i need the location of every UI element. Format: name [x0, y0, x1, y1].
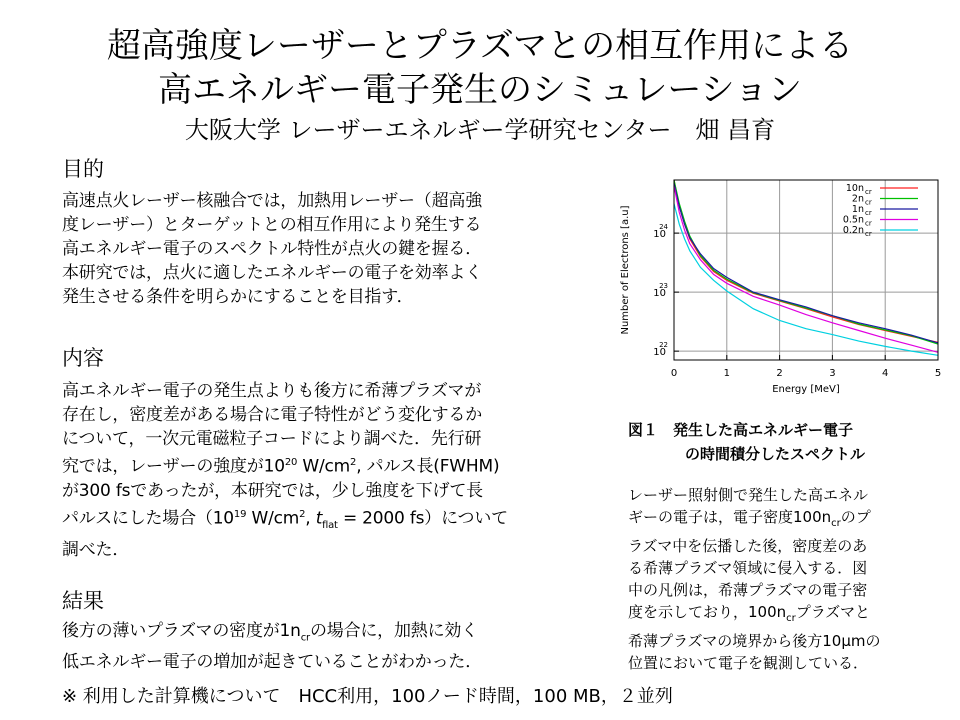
electron-spectrum-chart	[612, 168, 952, 408]
content-line: が300 fsであったが，本研究では，少し強度を下げて長	[62, 480, 483, 501]
figure-desc-line: 希薄プラズマの境界から後方10μmの	[628, 632, 881, 650]
computer-usage-footnote: ※ 利用した計算機について HCC利用，100ノード時間，100 MB，２並列	[62, 686, 673, 707]
slide-title-line1: 超高強度レーザーとプラズマとの相互作用による	[106, 26, 854, 66]
figure-description	[628, 484, 940, 674]
figure-desc-line: る希薄プラズマ領域に侵入する．図	[628, 559, 868, 577]
content-line: 調べた．	[62, 539, 130, 560]
y-axis-label: Number of Electrons [a.u]	[620, 205, 631, 335]
content-line: 高エネルギー電子の発生点よりも後方に希薄プラズマが	[62, 381, 482, 401]
legend-label: 10n	[845, 183, 864, 194]
purpose-line: 高エネルギー電子のスペクトル特性が点火の鍵を握る．	[62, 239, 482, 259]
purpose-line: 高速点火レーザー核融合では，加熱用レーザー（超高強	[62, 191, 482, 211]
content-line: について，一次元電磁粒子コードにより調べた．先行研	[62, 429, 482, 449]
figure-desc-line: ギーの電子は，電子密度$100n_{cr}$のプ	[628, 508, 871, 529]
legend-label: 1n	[851, 204, 864, 215]
content-line: 存在し，密度差がある場合に電子特性がどう変化するか	[62, 405, 482, 425]
legend-label-subscript: cr	[865, 188, 872, 196]
figure-caption-line: 図１ 発生した高エネルギー電子	[628, 421, 854, 439]
author-affiliation: 大阪大学 レーザーエネルギー学研究センター 畑 昌育	[184, 116, 776, 144]
figure-desc-line: レーザー照射側で発生した高エネル	[628, 486, 869, 504]
series-line-0	[674, 180, 938, 342]
legend-label: 0.5n	[842, 214, 864, 226]
content-line: パルスにした場合（$10^{19}$ $W/cm^2$, $t_{flat} = 2000$ fs）について	[62, 508, 508, 531]
y-tick-label: 10	[653, 229, 666, 241]
purpose-line: 発生させる条件を明らかにすることを目指す．	[62, 287, 414, 307]
purpose-heading: 目的	[62, 157, 104, 181]
figure-desc-line: 位置において電子を観測している．	[628, 654, 869, 672]
x-axis-label: Energy [MeV]	[772, 384, 840, 395]
legend-label: 2n	[851, 193, 864, 205]
series-line-2	[674, 183, 938, 343]
y-tick-exponent: 22	[659, 341, 668, 350]
x-tick-label: 5	[934, 368, 942, 379]
x-tick-label: 2	[776, 368, 783, 379]
result-text	[62, 619, 602, 674]
result-line: 低エネルギー電子の増加が起きていることがわかった．	[62, 652, 482, 673]
content-heading: 内容	[62, 346, 104, 370]
y-tick-label: 10	[653, 347, 666, 359]
y-tick-exponent: 23	[659, 282, 668, 291]
x-tick-label: 4	[882, 368, 889, 379]
figure-desc-line: 度を示しており，$100n_{cr}$プラズマと	[628, 603, 871, 624]
content-line: 究では，レーザーの強度が$10^{20}$ $W/cm^2$, パルス長(FWHM)	[62, 456, 500, 477]
purpose-line: 度レーザー）とターゲットとの相互作用により発生する	[62, 215, 482, 235]
x-tick-label: 0	[670, 368, 678, 379]
result-line: 後方の薄いプラズマの密度が$1n_{cr}$の場合に，加熱に効く	[62, 621, 478, 644]
slide-title-line2: 高エネルギー電子発生のシミュレーション	[158, 70, 802, 110]
y-tick-exponent: 24	[659, 223, 668, 232]
series-line-1	[674, 180, 938, 344]
figure-desc-line: 中の凡例は，希薄プラズマの電子密	[628, 581, 868, 599]
legend-label: 0.2n	[842, 225, 864, 236]
figure-caption	[628, 418, 865, 466]
purpose-line: 本研究では，点火に適したエネルギーの電子を効率よく	[62, 263, 482, 283]
x-tick-label: 3	[829, 368, 836, 379]
purpose-text	[62, 189, 602, 309]
legend-label-subscript: cr	[865, 219, 872, 228]
result-heading: 結果	[62, 589, 104, 613]
x-tick-label: 1	[723, 368, 730, 379]
figure-desc-line: ラズマ中を伝播した後，密度差のあ	[628, 537, 868, 555]
legend-label-subscript: cr	[865, 198, 872, 207]
figure-caption-line: の時間積分したスペクトル	[685, 445, 866, 463]
legend-label-subscript: cr	[865, 230, 872, 238]
legend-label-subscript: cr	[865, 209, 872, 217]
content-text	[62, 379, 602, 562]
y-tick-label: 10	[653, 288, 666, 300]
